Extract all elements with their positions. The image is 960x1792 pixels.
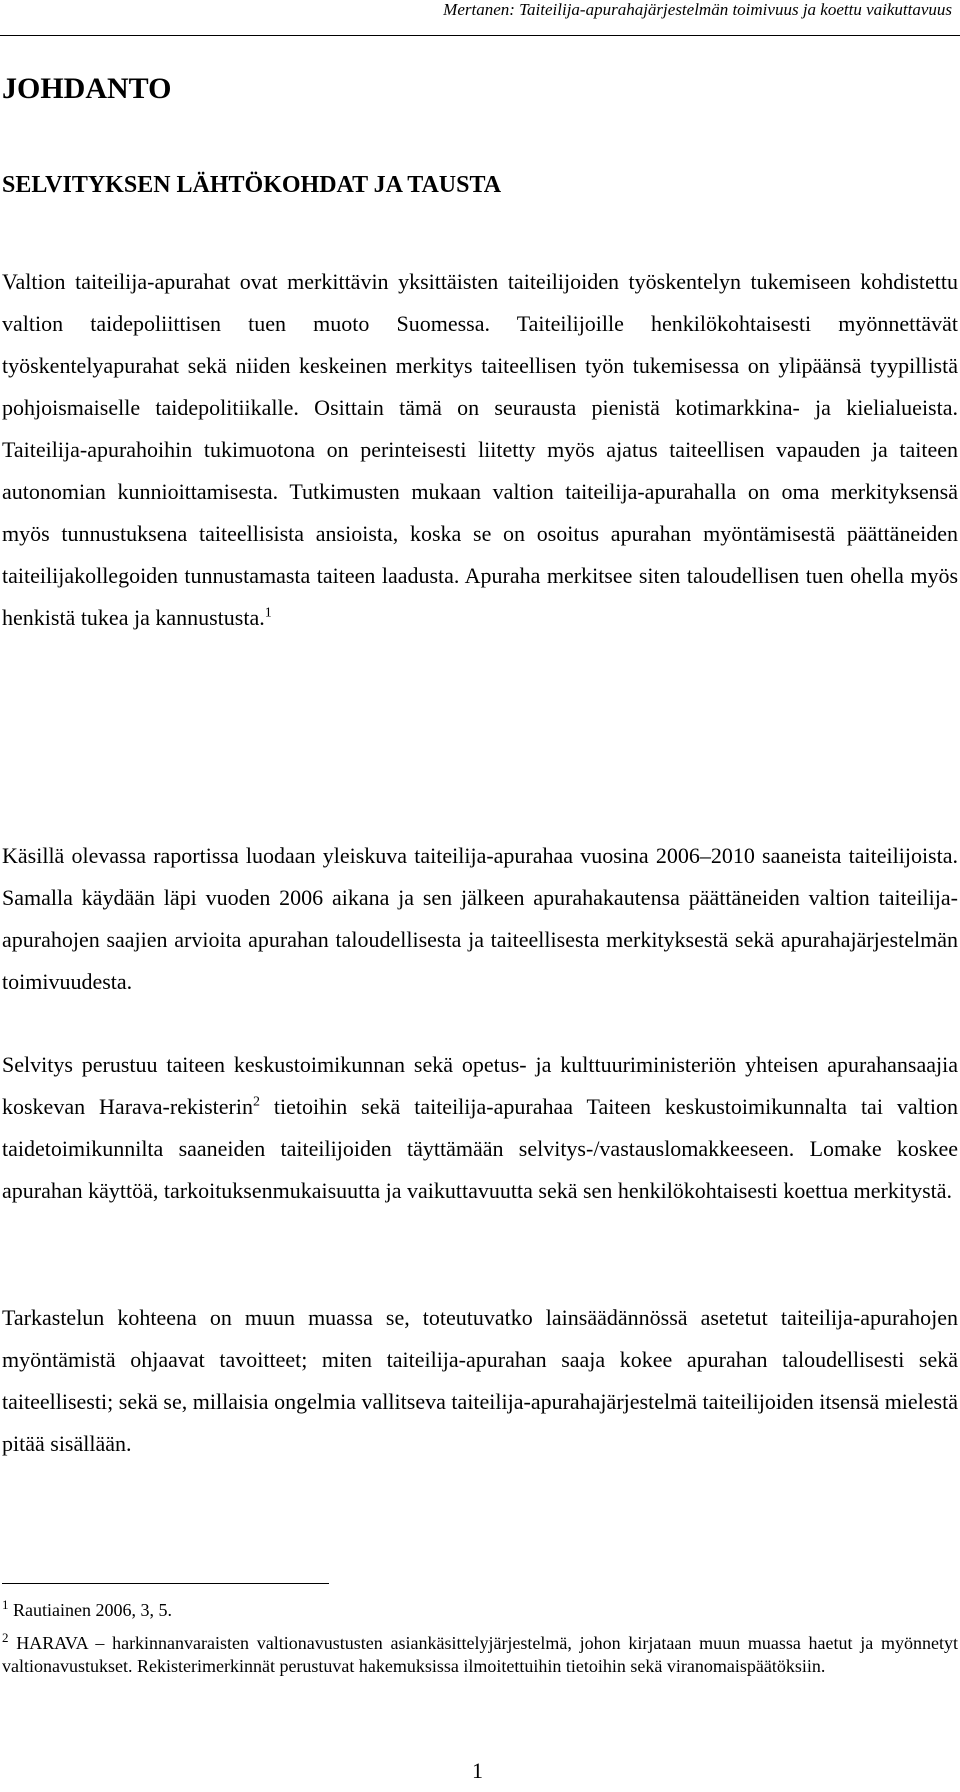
paragraph-research-questions [2, 1297, 958, 1465]
footnote-marker: 2 [2, 1630, 9, 1645]
footnote-reference: 2 [252, 1094, 260, 1110]
chapter-heading: JOHDANTO [2, 72, 172, 105]
paragraph-text: Tarkastelun kohteena on muun muassa se, toteutuvatko lainsäädännössä asetetut taiteilija-apurahojen myöntämistä ohjaavat tavoitteet; miten taiteilija-apurahan saaja kokee apurahan taloudellisesti sekä taiteellisesti; sekä se, millaisia ongelmia vallitseva taiteilija-apurahajärjestelmä taiteilijoiden itsensä mielestä pitää sisällään. [2, 1305, 958, 1456]
running-header: Mertanen: Taiteilija-apurahajärjestelmän toimivuus ja koettu vaikuttavuus [443, 0, 952, 19]
header-divider [0, 35, 960, 36]
paragraph-text: Käsillä olevassa raportissa luodaan yleiskuva taiteilija-apurahaa vuosina 2006–2010 saaneista taiteilijoista. Samalla käydään läpi vuoden 2006 aikana ja sen jälkeen apurahakautensa päättäneiden valtion taiteilija-apurahojen saajien arvioita apurahan taloudellisesta ja taiteellisesta merkityksestä sekä apurahajärjestelmän toimivuudesta. [2, 843, 958, 994]
footnote-text: Rautiainen 2006, 3, 5. [8, 1600, 172, 1620]
footnote-text: HARAVA – harkinnanvaraisten valtionavustusten asiankäsittelyjärjestelmä, johon kirjataan muun muassa haetut ja myönnetyt valtionavustukset. Rekisterimerkinnät perustuvat hakemuksissa ilmoitettuihin tietoihin sekä viranomaispäätöksiin. [2, 1633, 958, 1676]
footnote-divider [2, 1583, 329, 1584]
footnote-reference: 1 [264, 605, 272, 621]
footnote-1 [2, 1599, 958, 1622]
section-heading: SELVITYKSEN LÄHTÖKOHDAT JA TAUSTA [2, 172, 502, 198]
paragraph-report-scope [2, 835, 958, 1003]
paragraph-text: tietoihin sekä taiteilija-apurahaa Taiteen keskustoimikunnalta tai valtion taidetoimikunnilta saaneiden taiteilijoiden täyttämään selvitys-/vastauslomakkeeseen. Lomake koskee apurahan käyttöä, tarkoituksenmukaisuutta ja vaikuttavuutta sekä sen henkilökohtaisesti koettua merkitystä. [2, 1094, 958, 1203]
paragraph-text: Valtion taiteilija-apurahat ovat merkittävin yksittäisten taiteilijoiden työskentelyn tukemiseen kohdistettu valtion taidepoliittisen tuen muoto Suomessa. Taiteilijoille henkilökohtaisesti myönnettävät työskentelyapurahat sekä niiden keskeinen merkitys taiteellisen työn tukemisessa on ylipäänsä tyypillistä pohjoismaiselle taidepolitiikalle. Osittain tämä on seurausta pienistä kotimarkkina- ja kielialueista. Taiteilija-apurahoihin tukimuotona on perinteisesti liitetty myös ajatus taiteellisen vapauden ja taiteen autonomian kunnioittamisesta. Tutkimusten mukaan valtion taiteilija-apurahalla on oma merkityksensä myös tunnustuksena taiteellisista ansioista, koska se on osoitus apurahan myöntämisestä päättäneiden taiteilijakollegoiden tunnustamasta taiteen laadusta. Apuraha merkitsee siten taloudellisen tuen ohella myös henkistä tukea ja kannustusta. [2, 269, 958, 630]
paragraph-data-sources [2, 1044, 958, 1212]
paragraph-background [2, 261, 958, 639]
page-number: 1 [472, 1758, 483, 1783]
paragraph-text: Selvitys perustuu taiteen keskustoimikunnan sekä opetus- ja kulttuuriministeriön yhteisen apurahansaajia koskevan Harava-rekisterin [2, 1052, 958, 1119]
footnote-2 [2, 1632, 958, 1678]
footnote-marker: 1 [2, 1597, 9, 1612]
